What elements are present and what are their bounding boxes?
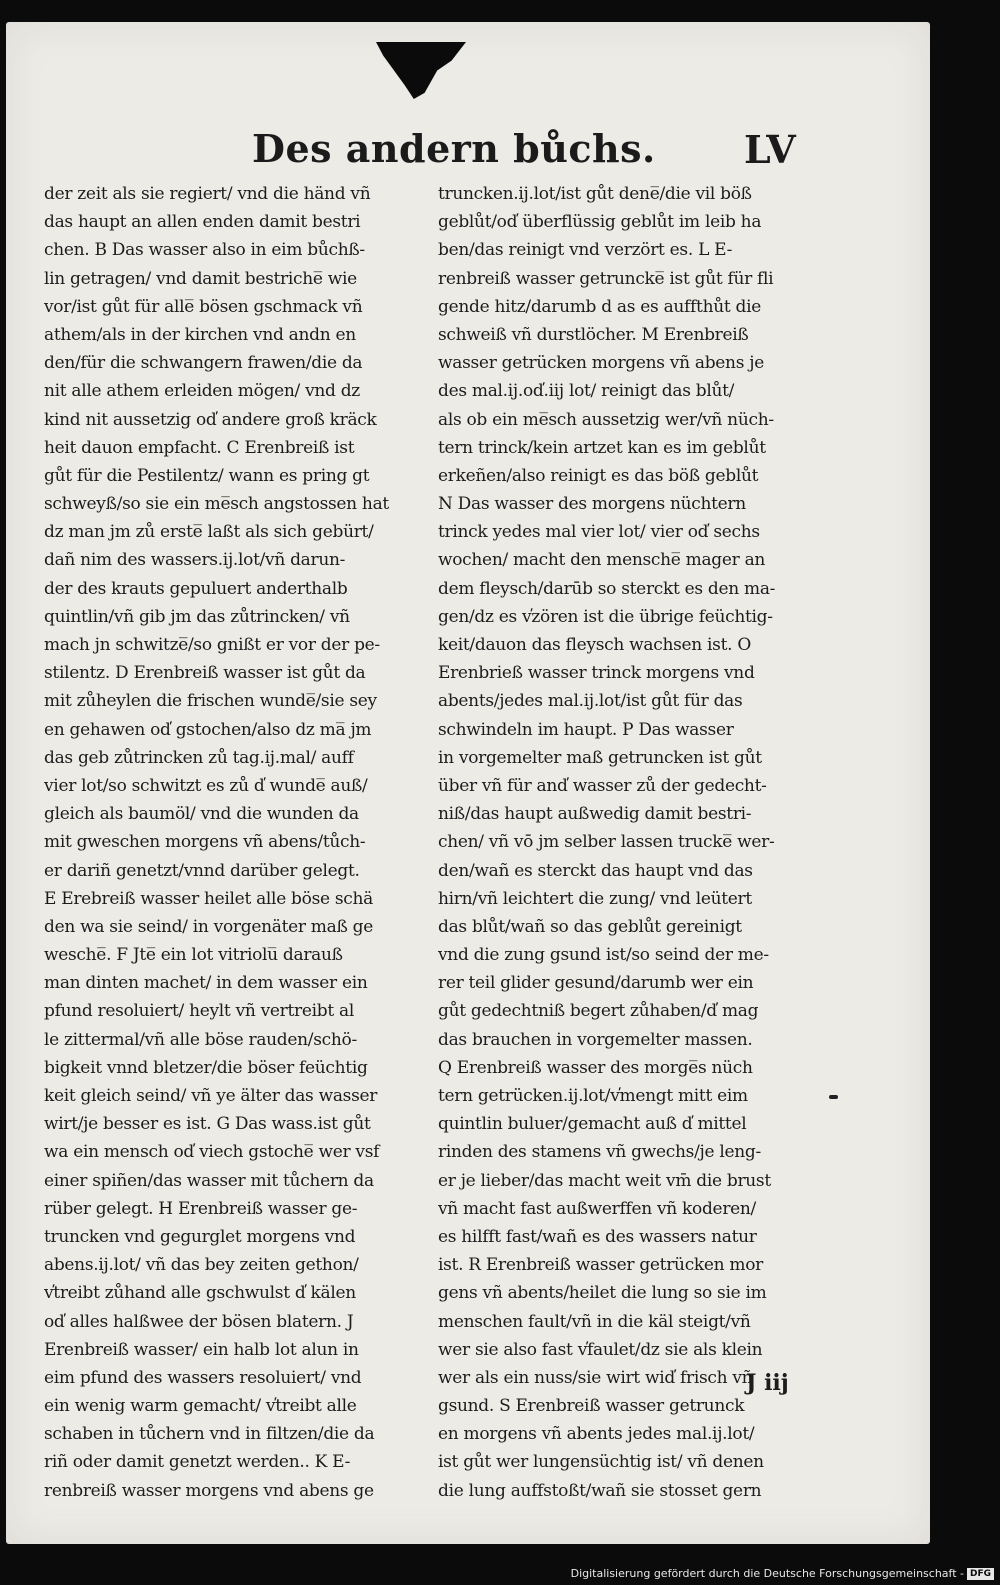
text-line: ist gůt wer lungensüchtig ist/ vñ denen bbox=[438, 1452, 764, 1473]
text-line: menschen fault/vñ in die käl steigt/vñ bbox=[438, 1311, 751, 1332]
text-line: rer teil glider gesund/darumb wer ein bbox=[438, 973, 754, 994]
text-line: ist. R Erenbreiß wasser getrücken mor bbox=[438, 1255, 764, 1276]
text-line: le zittermal/vñ alle böse rauden/schö- bbox=[44, 1029, 357, 1050]
text-line: athem/als in der kirchen vnd andn en bbox=[44, 324, 356, 345]
digitization-credit bbox=[571, 1566, 994, 1582]
text-line: rinden des stamens vñ gwechs/je leng- bbox=[438, 1142, 761, 1163]
text-line: den wa sie seind/ in vorgenäter maß ge bbox=[44, 916, 373, 937]
text-line: das blůt/wañ so das geblůt gereinigt bbox=[438, 916, 742, 937]
text-line: ben/das reinigt vnd verzört es. L E- bbox=[438, 240, 733, 261]
text-line: mach jn schwitze̅/so gnißt er vor der pe- bbox=[44, 635, 380, 655]
text-line: mit zůheylen die frischen wunde̅/sie sey bbox=[44, 691, 377, 712]
text-line: dañ nim des wassers.ij.lot/vñ darun- bbox=[44, 550, 346, 571]
text-line: stilentz. D Erenbreiß wasser ist gůt da bbox=[44, 663, 366, 684]
text-line: als ob ein me̅sch aussetzig wer/vñ nüch- bbox=[438, 409, 774, 430]
torn-page-edge bbox=[376, 42, 466, 104]
text-line: wasser getrücken morgens vñ abens je bbox=[438, 353, 764, 374]
text-line: das brauchen in vorgemelter massen. bbox=[438, 1029, 753, 1050]
text-line: chen. B Das wasser also in eim bůchß- bbox=[44, 240, 365, 261]
signature-mark: J iij bbox=[746, 1370, 789, 1396]
text-line: truncken vnd gegurglet morgens vnd bbox=[44, 1226, 356, 1247]
text-line: des mal.ij.od̕.iij lot/ reinigt das blůt/ bbox=[438, 381, 735, 402]
text-line: quintlin/vñ gib jm das zůtrincken/ vñ bbox=[44, 606, 350, 627]
text-line: das geb zůtrincken zů tag.ij.mal/ auff bbox=[44, 747, 354, 768]
text-line: wa ein mensch od̕ viech gstoche̅ wer vsf bbox=[44, 1142, 380, 1163]
text-line: schweiß vñ durstlöcher. M Erenbreiß bbox=[438, 324, 749, 345]
text-line: wer sie also fast v̕faulet/dz sie als klein bbox=[438, 1339, 763, 1360]
text-line: das haupt an allen enden damit bestri bbox=[44, 212, 361, 233]
text-line: chen/ vñ vō jm selber lassen trucke̅ wer- bbox=[438, 832, 775, 853]
text-line: trinck yedes mal vier lot/ vier od̕ sechs bbox=[438, 522, 760, 543]
text-line: in vorgemelter maß getruncken ist gůt bbox=[438, 747, 762, 768]
text-line: erkeñen/also reinigt es das böß geblůt bbox=[438, 465, 759, 486]
text-line: gens vñ abents/heilet die lung so sie im bbox=[438, 1283, 767, 1304]
text-line: über vñ für and̕ wasser zů der gedecht- bbox=[438, 775, 767, 796]
text-line: riñ oder damit genetzt werden.. K E- bbox=[44, 1452, 351, 1473]
text-line: heit dauon empfacht. C Erenbreiß ist bbox=[44, 437, 355, 458]
running-head: Des andern bůchs. bbox=[252, 126, 656, 171]
text-line: eim pfund des wassers resoluiert/ vnd bbox=[44, 1367, 362, 1388]
text-line: wirt/je besser es ist. G Das wass.ist gůt bbox=[44, 1114, 371, 1135]
text-line: pfund resoluiert/ heylt vñ vertreibt al bbox=[44, 1001, 354, 1022]
text-line: den/für die schwangern frawen/die da bbox=[44, 353, 363, 374]
text-line: Erenbrieß wasser trinck morgens vnd bbox=[438, 663, 755, 684]
text-line: Q Erenbreiß wasser des morge̅s nüch bbox=[438, 1057, 753, 1078]
text-line: wer als ein nuss/sie wirt wid̕ frisch vñ bbox=[438, 1367, 753, 1388]
book-page bbox=[6, 22, 930, 1544]
text-line: der des krauts gepuluert anderthalb bbox=[44, 578, 348, 599]
text-line: schwindeln im haupt. P Das wasser bbox=[438, 719, 734, 740]
dfg-logo: DFG bbox=[967, 1568, 994, 1580]
text-line: schweyß/so sie ein me̅sch angstossen hat bbox=[44, 494, 389, 515]
text-line: vnd die zung gsund ist/so seind der me- bbox=[438, 945, 769, 966]
text-line: gůt für die Pestilentz/ wann es pring gt bbox=[44, 465, 370, 486]
text-line: keit gleich seind/ vñ ye älter das wasser bbox=[44, 1086, 378, 1106]
text-line: den/wañ es sterckt das haupt vnd das bbox=[438, 860, 753, 881]
text-line: ein wenig warm gemacht/ v̕treibt alle bbox=[44, 1396, 357, 1417]
text-line: E Erebreiß wasser heilet alle böse schä bbox=[44, 888, 373, 909]
text-line: renbreiß wasser morgens vnd abens ge bbox=[44, 1480, 374, 1501]
folio-number: LV bbox=[744, 127, 796, 172]
text-line: tern trinck/kein artzet kan es im geblůt bbox=[438, 437, 766, 458]
text-line: od̕ alles halßwee der bösen blatern. J bbox=[44, 1311, 354, 1332]
text-line: wochen/ macht den mensche̅ mager an bbox=[438, 550, 766, 571]
text-line: dem fleysch/darūb so sterckt es den ma- bbox=[438, 578, 776, 599]
text-line: tern getrücken.ij.lot/v̕mengt mitt eim bbox=[438, 1086, 748, 1106]
text-line: er je lieber/das macht weit vm̄ die brust bbox=[438, 1170, 771, 1191]
text-line: keit/dauon das fleysch wachsen ist. O bbox=[438, 635, 751, 655]
text-line: abents/jedes mal.ij.lot/ist gůt für das bbox=[438, 691, 743, 712]
text-line: gende hitz/darumb d as es auffthůt die bbox=[438, 296, 761, 317]
text-line: der zeit als sie regiert/ vnd die händ vñ bbox=[44, 184, 371, 204]
text-column-left bbox=[44, 180, 434, 1501]
text-line: gleich als baumöl/ vnd die wunden da bbox=[44, 804, 359, 825]
text-line: truncken.ij.lot/ist gůt dene̅/die vil böß bbox=[438, 184, 752, 204]
text-line: quintlin buluer/gemacht auß d̕ mittel bbox=[438, 1114, 747, 1135]
text-line: geblůt/od̕ überflüssig geblůt im leib ha bbox=[438, 212, 762, 233]
text-line: v̕treibt zůhand alle gschwulst d̕ kälen bbox=[44, 1283, 356, 1304]
text-line: schaben in tůchern vnd in filtzen/die da bbox=[44, 1424, 375, 1445]
text-line: gsund. S Erenbreiß wasser getrunck bbox=[438, 1396, 745, 1417]
text-line: abens.ij.lot/ vñ das bey zeiten gethon/ bbox=[44, 1255, 359, 1276]
text-line: Erenbreiß wasser/ ein halb lot alun in bbox=[44, 1339, 359, 1360]
text-line: nit alle athem erleiden mögen/ vnd dz bbox=[44, 381, 360, 402]
text-line: N Das wasser des morgens nüchtern bbox=[438, 494, 746, 515]
text-line: er dariñ genetzt/vnnd darüber gelegt. bbox=[44, 860, 360, 881]
text-line: kind nit aussetzig od̕ andere groß kräck bbox=[44, 409, 377, 430]
text-line: niß/das haupt außwedig damit bestri- bbox=[438, 804, 752, 825]
text-line: en gehawen od̕ gstochen/also dz ma̅ jm bbox=[44, 719, 372, 740]
text-line: dz man jm zů erste̅ laßt als sich gebürt/ bbox=[44, 522, 374, 543]
text-line: renbreiß wasser getruncke̅ ist gůt für fli bbox=[438, 268, 774, 289]
credit-text: Digitalisierung gefördert durch die Deutsche Forschungsgemeinschaft - bbox=[570, 1567, 964, 1580]
text-line: bigkeit vnnd bletzer/die böser feüchtig bbox=[44, 1057, 368, 1078]
ink-blemish bbox=[829, 1095, 838, 1099]
text-line: hirn/vñ leichtert die zung/ vnd leütert bbox=[438, 888, 752, 909]
text-line: rüber gelegt. H Erenbreiß wasser ge- bbox=[44, 1198, 358, 1219]
text-line: vñ macht fast außwerffen vñ koderen/ bbox=[438, 1198, 756, 1219]
text-line: gen/dz es v̕zören ist die übrige feüchtig- bbox=[438, 606, 773, 627]
text-line: lin getragen/ vnd damit bestriche̅ wie bbox=[44, 268, 357, 289]
text-line: vor/ist gůt für alle̅ bösen gschmack vñ bbox=[44, 296, 363, 317]
text-line: die lung auffstoßt/wañ sie stosset gern bbox=[438, 1480, 762, 1501]
text-line: wesche̅. F Jte̅ ein lot vitriolu̅ darauß bbox=[44, 945, 343, 966]
text-line: einer spiñen/das wasser mit tůchern da bbox=[44, 1170, 374, 1191]
text-line: en morgens vñ abents jedes mal.ij.lot/ bbox=[438, 1424, 755, 1445]
text-line: man dinten machet/ in dem wasser ein bbox=[44, 973, 368, 994]
text-line: mit gweschen morgens vñ abens/tůch- bbox=[44, 832, 366, 853]
text-line: gůt gedechtniß begert zůhaben/d̕ mag bbox=[438, 1001, 759, 1022]
text-line: vier lot/so schwitzt es zů d̕ wunde̅ auß/ bbox=[44, 775, 368, 796]
text-line: es hilfft fast/wañ es des wassers natur bbox=[438, 1226, 757, 1247]
